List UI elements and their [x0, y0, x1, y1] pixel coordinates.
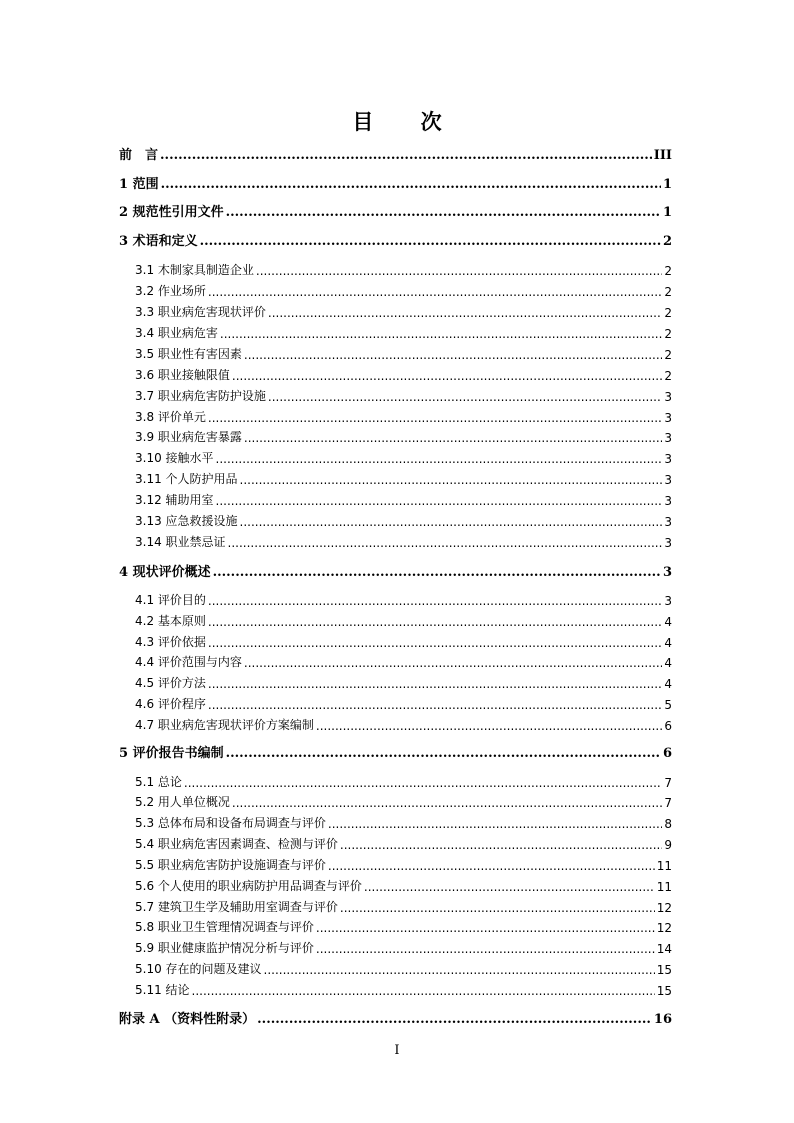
- toc-entry-3-11[interactable]: 3.11 个人防护用品 ..... 3: [135, 469, 672, 487]
- toc-entry-3-6[interactable]: 3.6 职业接触限值 ..... 2: [135, 365, 672, 383]
- toc-entry-5-5[interactable]: 5.5 职业病危害防护设施调查与评价 ..... 11: [135, 855, 672, 873]
- page-number: I: [394, 1043, 400, 1058]
- toc-entry-5-4[interactable]: 5.4 职业病危害因素调查、检测与评价 ..... 9: [135, 834, 672, 852]
- toc-entry-5-9[interactable]: 5.9 职业健康监护情况分析与评价 ..... 14: [135, 938, 672, 956]
- toc-entry-5-7[interactable]: 5.7 建筑卫生学及辅助用室调查与评价 ..... 12: [135, 897, 672, 915]
- toc-entry-5-10[interactable]: 5.10 存在的问题及建议 ..... 15: [135, 959, 672, 977]
- toc-entry-4-4[interactable]: 4.4 评价范围与内容 ..... 4: [135, 652, 672, 670]
- toc-entry-3-3[interactable]: 3.3 职业病危害现状评价 ..... 2: [135, 302, 672, 320]
- toc-entry-4-2[interactable]: 4.2 基本原则 ..... 4: [135, 611, 672, 629]
- toc-entry-3-9[interactable]: 3.9 职业病危害暴露 ..... 3: [135, 427, 672, 445]
- toc-entry-5-1[interactable]: 5.1 总论 ..... 7: [135, 772, 672, 790]
- toc-entry-3-12[interactable]: 3.12 辅助用室 ..... 3: [135, 490, 672, 508]
- toc-entry-4-3[interactable]: 4.3 评价依据 ..... 4: [135, 632, 672, 650]
- toc-entry-5-8[interactable]: 5.8 职业卫生管理情况调查与评价 ..... 12: [135, 917, 672, 935]
- toc-entry-2[interactable]: 2 规范性引用文件 ..... 1: [119, 202, 672, 220]
- toc-entry-3-2[interactable]: 3.2 作业场所 ..... 2: [135, 281, 672, 299]
- toc-entry-foreword[interactable]: 前 言 ..... III: [119, 145, 672, 163]
- toc-entry-5-11[interactable]: 5.11 结论 ..... 15: [135, 980, 672, 998]
- toc-entry-4-5[interactable]: 4.5 评价方法 ..... 4: [135, 673, 672, 691]
- toc-entry-5[interactable]: 5 评价报告书编制 ..... 6: [119, 743, 672, 761]
- toc-entry-3-1[interactable]: 3.1 木制家具制造企业 ..... 2: [135, 260, 672, 278]
- toc-entry-4[interactable]: 4 现状评价概述 ..... 3: [119, 562, 672, 580]
- toc-entry-1[interactable]: 1 范围 ..... 1: [119, 174, 672, 192]
- toc-entry-4-7[interactable]: 4.7 职业病危害现状评价方案编制 ..... 6: [135, 715, 672, 733]
- toc-entry-5-3[interactable]: 5.3 总体布局和设备布局调查与评价 ..... 8: [135, 813, 672, 831]
- toc-entry-3-5[interactable]: 3.5 职业性有害因素 ..... 2: [135, 344, 672, 362]
- toc-entry-3-14[interactable]: 3.14 职业禁忌证 ..... 3: [135, 532, 672, 550]
- toc-entry-4-1[interactable]: 4.1 评价目的 ..... 3: [135, 590, 672, 608]
- toc-entry-4-6[interactable]: 4.6 评价程序 ..... 5: [135, 694, 672, 712]
- toc-entry-3[interactable]: 3 术语和定义 ..... 2: [119, 231, 672, 249]
- toc-entry-5-6[interactable]: 5.6 个人使用的职业病防护用品调查与评价 ..... 11: [135, 876, 672, 894]
- toc-entry-3-8[interactable]: 3.8 评价单元 ..... 3: [135, 407, 672, 425]
- toc-entry-3-10[interactable]: 3.10 接触水平 ..... 3: [135, 448, 672, 466]
- page-title: 目 次: [352, 109, 462, 134]
- toc-entry-3-7[interactable]: 3.7 职业病危害防护设施 ..... 3: [135, 386, 672, 404]
- toc-entry-5-2[interactable]: 5.2 用人单位概况 ..... 7: [135, 792, 672, 810]
- toc-entry-appendix-a[interactable]: 附录 A （资料性附录） ..... 16: [119, 1009, 672, 1027]
- toc-entry-3-4[interactable]: 3.4 职业病危害 ..... 2: [135, 323, 672, 341]
- toc-entry-3-13[interactable]: 3.13 应急救援设施 ..... 3: [135, 511, 672, 529]
